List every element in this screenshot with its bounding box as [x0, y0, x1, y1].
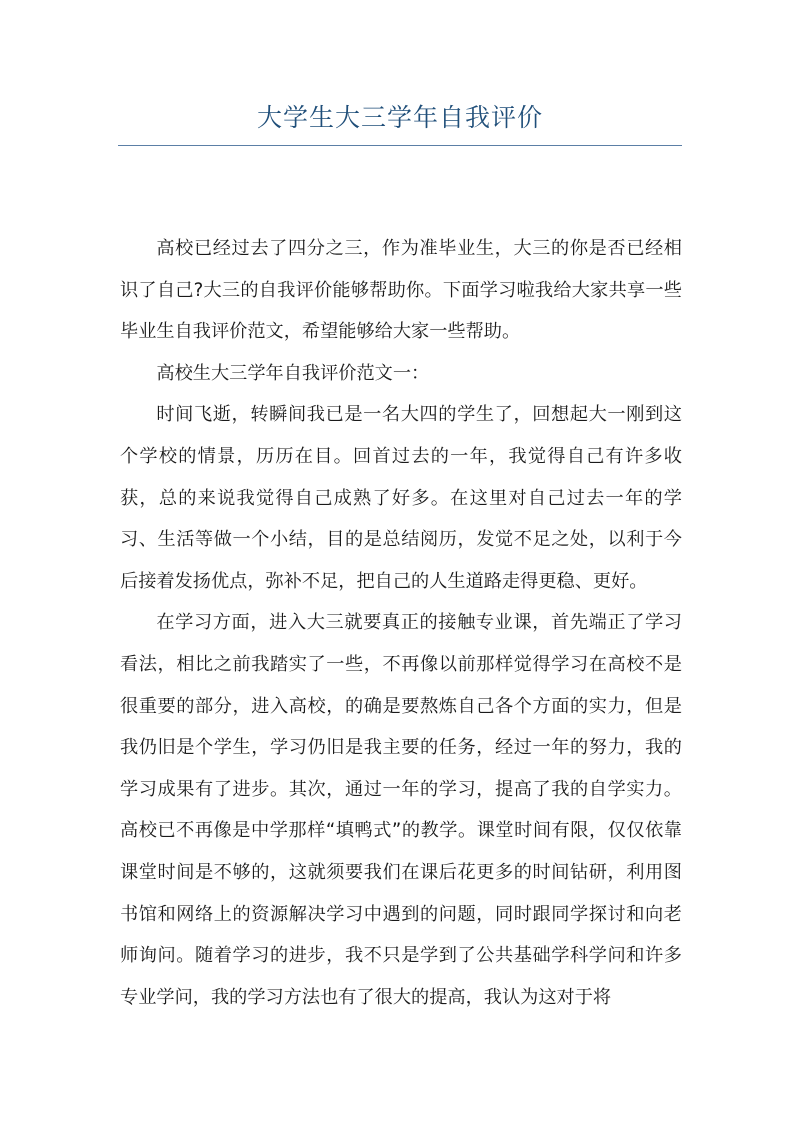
- paragraph-time-flies: 时间飞逝，转瞬间我已是一名大四的学生了，回想起大一刚到这个学校的情景，历历在目。回首过去的一年，我觉得自己有许多收获，总的来说我觉得自己成熟了好多。在这里对自己过去一年的学习、生活等做一个小结，目的是总结阅历，发觉不足之处，以利于今后接着发扬优点，弥补不足，把自己的人生道路走得更稳、更好。: [120, 404, 682, 592]
- document-title: 大学生大三学年自我评价: [256, 103, 543, 132]
- paragraph-intro: 高校已经过去了四分之三，作为准毕业生，大三的你是否已经相识了自己?大三的自我评价能够帮助你。下面学习啦我给大家共享一些毕业生自我评价范文，希望能够给大家一些帮助。: [120, 238, 682, 343]
- paragraph-heading-sample-one: 高校生大三学年自我评价范文一：: [156, 362, 430, 384]
- title-underline: [118, 145, 682, 146]
- document-body: [120, 228, 682, 1018]
- paragraph-study: 在学习方面，进入大三就要真正的接触专业课，首先端正了学习看法，相比之前我踏实了一些，不再像以前那样觉得学习在高校不是很重要的部分，进入高校，的确是要熬炼自己各个方面的实力，但是我仍旧是个学生，学习仍旧是我主要的任务，经过一年的努力，我的学习成果有了进步。其次，通过一年的学习，提高了我的自学实力。高校已不再像是中学那样“填鸭式”的教学。课堂时间有限，仅仅依靠课堂时间是不够的，这就须要我们在课后花更多的时间钻研，利用图书馆和网络上的资源解决学习中遇到的问题，同时跟同学探讨和向老师询问。随着学习的进步，我不只是学到了公共基础学科学问和许多专业学问，我的学习方法也有了很大的提高，我认为这对于将: [120, 612, 682, 1008]
